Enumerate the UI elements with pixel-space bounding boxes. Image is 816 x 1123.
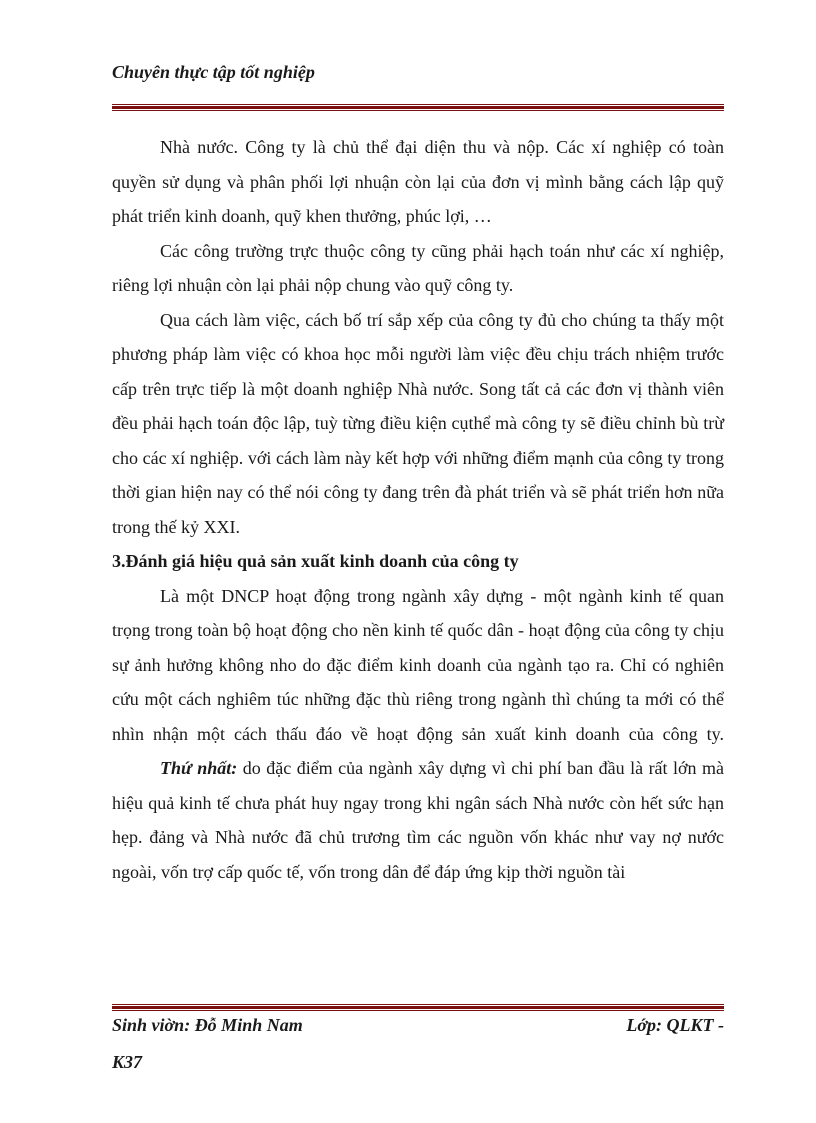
footer-class-continued: K37 [112,1052,143,1072]
header-rule-thin-bottom [112,110,724,111]
paragraph-3: Qua cách làm việc, cách bố trí sắp xếp của công ty đủ cho chúng ta thấy một phương pháp làm việc có khoa học mỗi người làm việc đều chịu trách nhiệm trước cấp trên trực tiếp là một doanh nghiệp Nhà nước. Song tất cả các đơn vị thành viên đều phải hạch toán độc lập, tuỳ từng điều kiện cụthể mà công ty sẽ điều chỉnh bù trừ cho các xí nghiệp. với cách làm này kết hợp với những điểm mạnh của công ty trong thời gian hiện nay có thể nói công ty đang trên đà phát triển và sẽ phát triển hơn nữa trong thế kỷ XXI. [112,309,724,537]
section-heading: 3.Đánh giá hiệu quả sản xuất kinh doanh của công ty [112,551,519,571]
paragraph-1: Nhà nước. Công ty là chủ thể đại diện thu và nộp. Các xí nghiệp có toàn quyền sử dụng và phân phối lợi nhuận còn lại của đơn vị mình bằng cách lập quỹ phát triển kinh doanh, quỹ khen thưởng, phúc lợi, … [112,137,724,226]
paragraph-5-lead: Thứ nhất: [160,758,238,778]
header-rule-thick [112,106,724,109]
footer-rule-thick [112,1006,724,1009]
page-header-title: Chuyên thực tập tốt nghiệp [112,62,315,82]
footer-rule-thin-top [112,1004,724,1005]
paragraph-4: Là một DNCP hoạt động trong ngành xây dựng - một ngành kinh tế quan trọng trong toàn bộ hoạt động cho nền kinh tế quốc dân - hoạt động của công ty chịu sự ảnh hưởng không nho do đặc điểm kinh doanh của ngành tạo ra. Chỉ có nghiên cứu một cách nghiêm túc những đặc thù riêng trong ngành thì chúng ta mới có thể nhìn nhận một cách thấu đáo về hoạt động sản xuất kinh doanh của công ty. [112,585,724,744]
footer-class: Lớp: QLKT - [626,1015,724,1035]
header-rule-thin-top [112,104,724,105]
paragraph-5 [112,751,724,889]
document-body [112,130,724,889]
paragraph-5-text: do đặc điểm của ngành xây dựng vì chi phí ban đầu là rất lớn mà hiệu quả kinh tế chưa phát huy ngay trong khi ngân sách Nhà nước còn hết sức hạn hẹp. đảng và Nhà nước đã chủ trương tìm các nguồn vốn khác như vay nợ nước ngoài, vốn trợ cấp quốc tế, vốn trong dân để đáp ứng kịp thời nguồn tài [112,758,725,882]
footer-rule-thin-bottom [112,1010,724,1011]
paragraph-2: Các công trường trực thuộc công ty cũng phải hạch toán như các xí nghiệp, riêng lợi nhuận còn lại phải nộp chung vào quỹ công ty. [112,240,724,295]
footer-student-name: Sinh viờn: Đỗ Minh Nam [112,1015,303,1035]
